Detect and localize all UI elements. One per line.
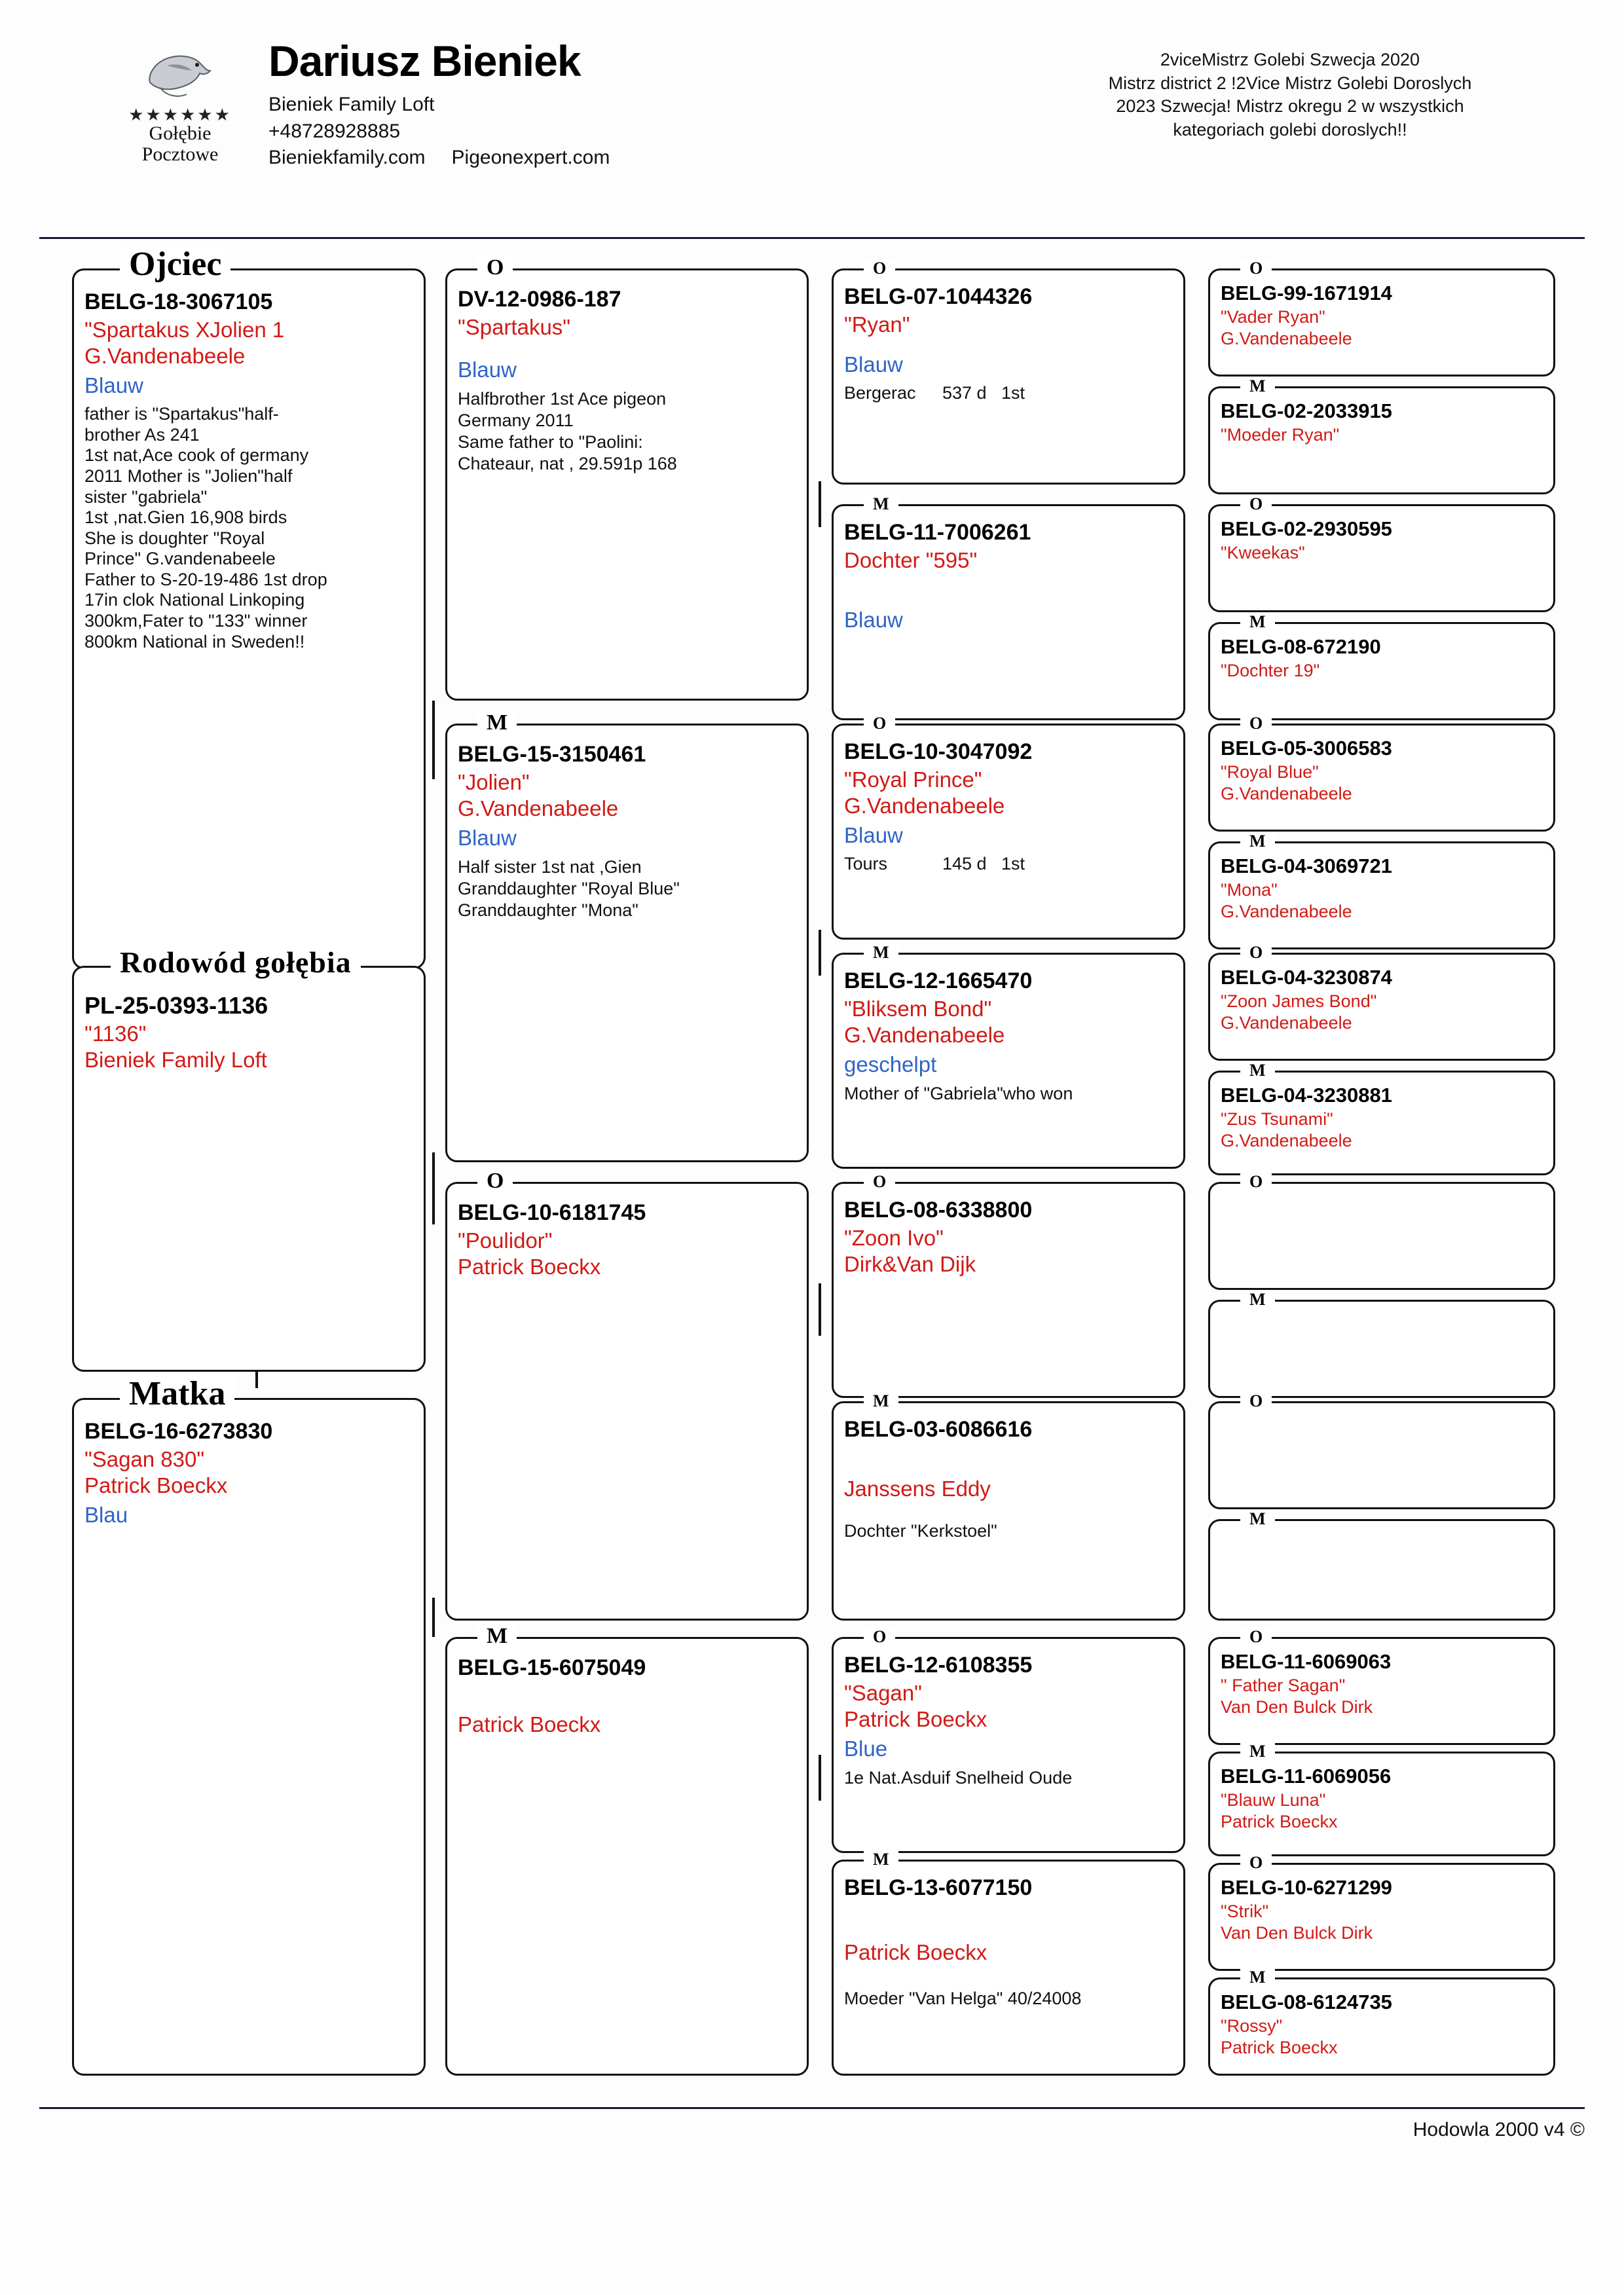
gen3-notes-7 [844,1988,1173,2010]
father-name: "Spartakus XJolien 1 [84,317,285,342]
gen4-tag-7: M [1240,1062,1275,1079]
gen3-name-4: "Zoon Ivo" [844,1225,944,1250]
gen4-box-5[interactable] [1208,832,1555,949]
gen2-note-line: Same father to "Paolini: [458,431,643,452]
gen2-color-1: Blauw [458,826,517,851]
gen4-box-6[interactable] [1208,943,1555,1061]
logo-stars: ★★★★★★ [128,105,232,124]
connector-g3-a [819,481,821,527]
gen4-breeder-5: G.Vandenabeele [1221,902,1352,922]
father-box[interactable] [72,246,426,969]
gen4-tag-11: M [1240,1511,1275,1528]
gen4-tag-1: M [1240,378,1275,395]
gen4-ring-14: BELG-10-6271299 [1221,1876,1392,1899]
gen4-tag-13: M [1240,1743,1275,1760]
father-note-line: 800km National in Sweden!! [84,631,305,652]
gen3-color-6: Blue [844,1736,888,1761]
subject-ring: PL-25-0393-1136 [84,992,268,1019]
gen3-ring-6: BELG-12-6108355 [844,1653,1033,1678]
gen2-name-2: "Poulidor" [458,1228,553,1253]
gen3-box-0[interactable] [832,259,1185,485]
award-line-2: Mistrz district 2 !2Vice Mistrz Golebi Doroslych [1108,73,1472,93]
footer-credit: Hodowla 2000 v4 © [1412,2119,1585,2140]
gen2-note-line: Granddaughter "Royal Blue" [458,879,680,899]
gen3-result-0 [844,382,1173,405]
subject-tag: Rodowód gołębia [111,947,361,978]
gen4-name-7: "Zus Tsunami" [1221,1109,1333,1129]
gen4-name-0: "Vader Ryan" [1221,307,1325,327]
gen3-result-2 [844,853,1173,875]
gen4-breeder-12: Van Den Bulck Dirk [1221,1697,1373,1717]
footer-divider [39,2107,1585,2109]
gen3-ring-4: BELG-08-6338800 [844,1198,1033,1222]
gen3-race-2: Tours [844,854,888,874]
gen2-breeder-2: Patrick Boeckx [458,1255,601,1279]
gen2-ring-3: BELG-15-6075049 [458,1655,646,1680]
gen3-breeder-3: G.Vandenabeele [844,1023,1005,1048]
gen4-ring-4: BELG-05-3006583 [1221,737,1392,760]
gen3-breeder-5: Janssens Eddy [844,1476,991,1501]
gen4-ring-3: BELG-08-672190 [1221,635,1381,658]
gen3-name-2: "Royal Prince" [844,767,982,792]
award-line-1: 2viceMistrz Golebi Szwecja 2020 [1160,50,1420,69]
gen3-tag-6: O [864,1628,895,1645]
gen4-box-13[interactable] [1208,1742,1555,1856]
gen3-tag-3: M [864,944,898,961]
gen2-name-0: "Spartakus" [458,314,571,339]
gen3-ring-1: BELG-11-7006261 [844,520,1031,545]
gen4-tag-4: O [1240,715,1272,732]
award-line-3: 2023 Szwecja! Mistrz okregu 2 w wszystkich [1116,96,1464,117]
gen3-race-0: Bergerac [844,382,916,403]
gen2-tag-2: O [477,1170,513,1192]
gen4-ring-13: BELG-11-6069056 [1221,1765,1392,1788]
gen2-notes-1 [458,856,796,921]
mother-breeder: Patrick Boeckx [84,1473,228,1498]
loft-website-2[interactable]: Pigeonexpert.com [451,147,610,168]
gen3-name-3: "Bliksem Bond" [844,996,992,1021]
gen3-notes-5 [844,1520,1173,1542]
mother-color: Blau [84,1503,128,1528]
gen2-note-line: Granddaughter "Mona" [458,900,638,921]
mother-tag: Matka [120,1377,234,1411]
gen4-breeder-15: Patrick Boeckx [1221,2038,1338,2058]
gen3-color-1: Blauw [844,608,903,633]
gen4-tag-8: O [1240,1173,1272,1190]
connector-g3-c [819,1283,821,1336]
gen3-ring-0: BELG-07-1044326 [844,284,1033,309]
loft-logo [98,46,262,166]
gen2-note-line: Chateaur, nat , 29.591p 168 [458,453,677,473]
father-color: Blauw [84,373,143,398]
gen4-name-2: "Kweekas" [1221,543,1305,563]
mother-ring: BELG-16-6273830 [84,1419,273,1444]
gen4-name-6: "Zoon James Bond" [1221,991,1377,1012]
gen3-box-2[interactable] [832,714,1185,940]
mother-name: "Sagan 830" [84,1446,205,1471]
father-note-line: brother As 241 [84,424,200,445]
pigeon-icon [141,46,219,105]
gen2-name-1: "Jolien" [458,769,530,794]
gen3-tag-1: M [864,496,898,513]
gen3-place-2: 1st [1001,854,1025,874]
father-note-line: She is doughter "Royal [84,528,265,548]
loft-website-1[interactable]: Bieniekfamily.com [268,147,426,168]
gen3-name-0: "Ryan" [844,312,910,337]
father-note-line: 1st nat,Ace cook of germany [84,445,309,466]
gen3-birds-2: 145 d [942,854,987,874]
gen4-tag-0: O [1240,260,1272,277]
father-note-line: 2011 Mother is "Jolien"half [84,466,293,486]
connector-g2-b [432,1152,435,1224]
gen3-breeder-6: Patrick Boeckx [844,1707,987,1732]
father-note-line: Father to S-20-19-486 1st drop [84,569,327,589]
gen4-breeder-4: G.Vandenabeele [1221,784,1352,804]
gen4-breeder-14: Van Den Bulck Dirk [1221,1923,1373,1943]
gen3-birds-0: 537 d [942,382,987,403]
gen3-place-0: 1st [1001,382,1025,403]
gen4-breeder-7: G.Vandenabeele [1221,1131,1352,1151]
subject-breeder: Bieniek Family Loft [84,1048,267,1073]
gen3-ring-7: BELG-13-6077150 [844,1875,1033,1900]
gen3-ring-2: BELG-10-3047092 [844,739,1033,764]
subject-name: "1136" [84,1021,147,1046]
gen2-note-line: Germany 2011 [458,410,574,430]
gen4-name-13: "Blauw Luna" [1221,1790,1326,1810]
connector-g2-c [432,1598,435,1637]
gen3-box-3[interactable] [832,943,1185,1169]
gen4-tag-6: O [1240,944,1272,961]
gen4-tag-12: O [1240,1628,1272,1645]
father-ring: BELG-18-3067105 [84,289,273,314]
logo-word-golebie: Gołębie [149,122,212,144]
gen3-color-2: Blauw [844,823,903,848]
gen4-ring-2: BELG-02-2930595 [1221,517,1392,540]
father-note-line: 1st ,nat.Gien 16,908 birds [84,507,287,528]
gen3-tag-4: O [864,1173,895,1190]
connector-g2-a [432,701,435,779]
subject-box[interactable] [72,946,426,1372]
document-header [72,39,1572,229]
gen4-tag-2: O [1240,496,1272,513]
gen3-name-1: Dochter "595" [844,547,978,572]
connector-g3-d [819,1755,821,1801]
gen2-box-2[interactable] [445,1169,809,1621]
gen3-breeder-7: Patrick Boeckx [844,1939,987,1964]
gen4-box-14[interactable] [1208,1853,1555,1971]
gen2-notes-0 [458,388,796,475]
gen4-ring-7: BELG-04-3230881 [1221,1084,1392,1107]
gen3-tag-5: M [864,1393,898,1410]
logo-word-pocztowe: Pocztowe [141,143,219,166]
father-breeder: G.Vandenabeele [84,344,246,369]
gen3-name-6: "Sagan" [844,1680,922,1705]
gen2-ring-1: BELG-15-3150461 [458,742,646,767]
gen4-tag-9: M [1240,1291,1275,1308]
gen4-ring-5: BELG-04-3069721 [1221,854,1392,877]
gen4-name-15: "Rossy" [1221,2016,1283,2036]
gen2-breeder-1: G.Vandenabeele [458,796,619,821]
gen3-color-3: geschelpt [844,1052,937,1077]
gen2-box-1[interactable] [445,710,809,1162]
gen4-box-0[interactable] [1208,259,1555,376]
loft-subtitle: Bieniek Family Loft [268,94,435,115]
gen3-ring-3: BELG-12-1665470 [844,968,1033,993]
gen3-note-line: Moeder "Van Helga" 40/24008 [844,1989,1082,2009]
gen4-tag-5: M [1240,833,1275,850]
gen3-tag-2: O [864,715,895,732]
father-note-line: sister "gabriela" [84,487,208,507]
gen3-note-line: Dochter "Kerkstoel" [844,1521,997,1541]
gen3-box-4[interactable] [832,1172,1185,1398]
gen4-name-12: " Father Sagan" [1221,1676,1346,1696]
gen4-name-5: "Mona" [1221,880,1278,900]
father-notes [84,404,413,652]
gen4-name-14: "Strik" [1221,1901,1269,1922]
gen2-breeder-3: Patrick Boeckx [458,1712,601,1736]
gen4-ring-12: BELG-11-6069063 [1221,1650,1392,1673]
gen2-tag-0: O [477,257,513,279]
award-line-4: kategoriach golebi doroslych!! [1173,119,1407,139]
gen3-notes-6 [844,1767,1173,1789]
father-tag: Ojciec [120,248,231,282]
gen3-tag-7: M [864,1851,898,1868]
gen4-name-4: "Royal Blue" [1221,762,1319,782]
gen4-ring-6: BELG-04-3230874 [1221,966,1392,989]
gen4-box-11[interactable] [1208,1509,1555,1621]
gen3-breeder-2: G.Vandenabeele [844,794,1005,818]
gen2-tag-3: M [477,1625,517,1647]
gen4-box-10[interactable] [1208,1391,1555,1509]
gen3-notes-3 [844,1083,1173,1105]
gen3-box-5[interactable] [832,1391,1185,1621]
gen2-color-0: Blauw [458,358,517,382]
gen4-tag-3: M [1240,614,1275,631]
father-note-line: 17in clok National Linkoping [84,590,305,610]
gen4-ring-15: BELG-08-6124735 [1221,1991,1392,2013]
gen4-box-3[interactable] [1208,612,1555,720]
gen4-ring-1: BELG-02-2033915 [1221,399,1392,422]
gen4-box-9[interactable] [1208,1290,1555,1398]
gen3-breeder-4: Dirk&Van Dijk [844,1252,976,1277]
page-title: Dariusz Bieniek [268,37,581,85]
awards-block [1008,48,1572,142]
father-note-line: 300km,Fater to "133" winner [84,610,308,631]
gen2-ring-0: DV-12-0986-187 [458,287,621,312]
loft-identity [268,39,923,172]
gen3-note-line: Mother of "Gabriela"who won [844,1084,1073,1104]
gen4-box-1[interactable] [1208,376,1555,494]
gen4-name-3: "Dochter 19" [1221,661,1320,681]
father-note-line: father is "Spartakus"half- [84,404,279,424]
gen3-box-6[interactable] [832,1627,1185,1853]
gen4-tag-10: O [1240,1393,1272,1410]
gen4-box-4[interactable] [1208,714,1555,832]
gen4-ring-0: BELG-99-1671914 [1221,282,1392,304]
gen4-breeder-6: G.Vandenabeele [1221,1013,1352,1033]
gen2-box-0[interactable] [445,255,809,701]
gen3-note-line: 1e Nat.Asduif Snelheid Oude [844,1768,1073,1788]
loft-phone: +48728928885 [268,120,401,142]
gen3-color-0: Blauw [844,352,903,377]
gen4-name-1: "Moeder Ryan" [1221,425,1340,445]
gen4-box-12[interactable] [1208,1627,1555,1745]
connector-g3-b [819,930,821,976]
gen3-box-1[interactable] [832,494,1185,720]
gen3-ring-5: BELG-03-6086616 [844,1417,1033,1442]
gen4-box-7[interactable] [1208,1061,1555,1175]
header-divider [39,237,1585,239]
gen4-breeder-13: Patrick Boeckx [1221,1812,1338,1832]
gen4-box-8[interactable] [1208,1172,1555,1290]
gen4-breeder-0: G.Vandenabeele [1221,329,1352,349]
gen3-tag-0: O [864,260,895,277]
gen2-box-3[interactable] [445,1624,809,2076]
gen2-note-line: Halfbrother 1st Ace pigeon [458,388,667,409]
gen4-tag-15: M [1240,1969,1275,1986]
gen4-tag-14: O [1240,1854,1272,1871]
gen2-note-line: Half sister 1st nat ,Gien [458,857,642,877]
father-note-line: Prince" G.vandenabeele [84,549,276,569]
mother-box[interactable] [72,1375,426,2076]
gen4-box-2[interactable] [1208,494,1555,612]
gen4-box-15[interactable] [1208,1968,1555,2076]
gen3-box-7[interactable] [832,1850,1185,2076]
gen2-ring-2: BELG-10-6181745 [458,1200,646,1225]
gen2-tag-1: M [477,712,517,734]
